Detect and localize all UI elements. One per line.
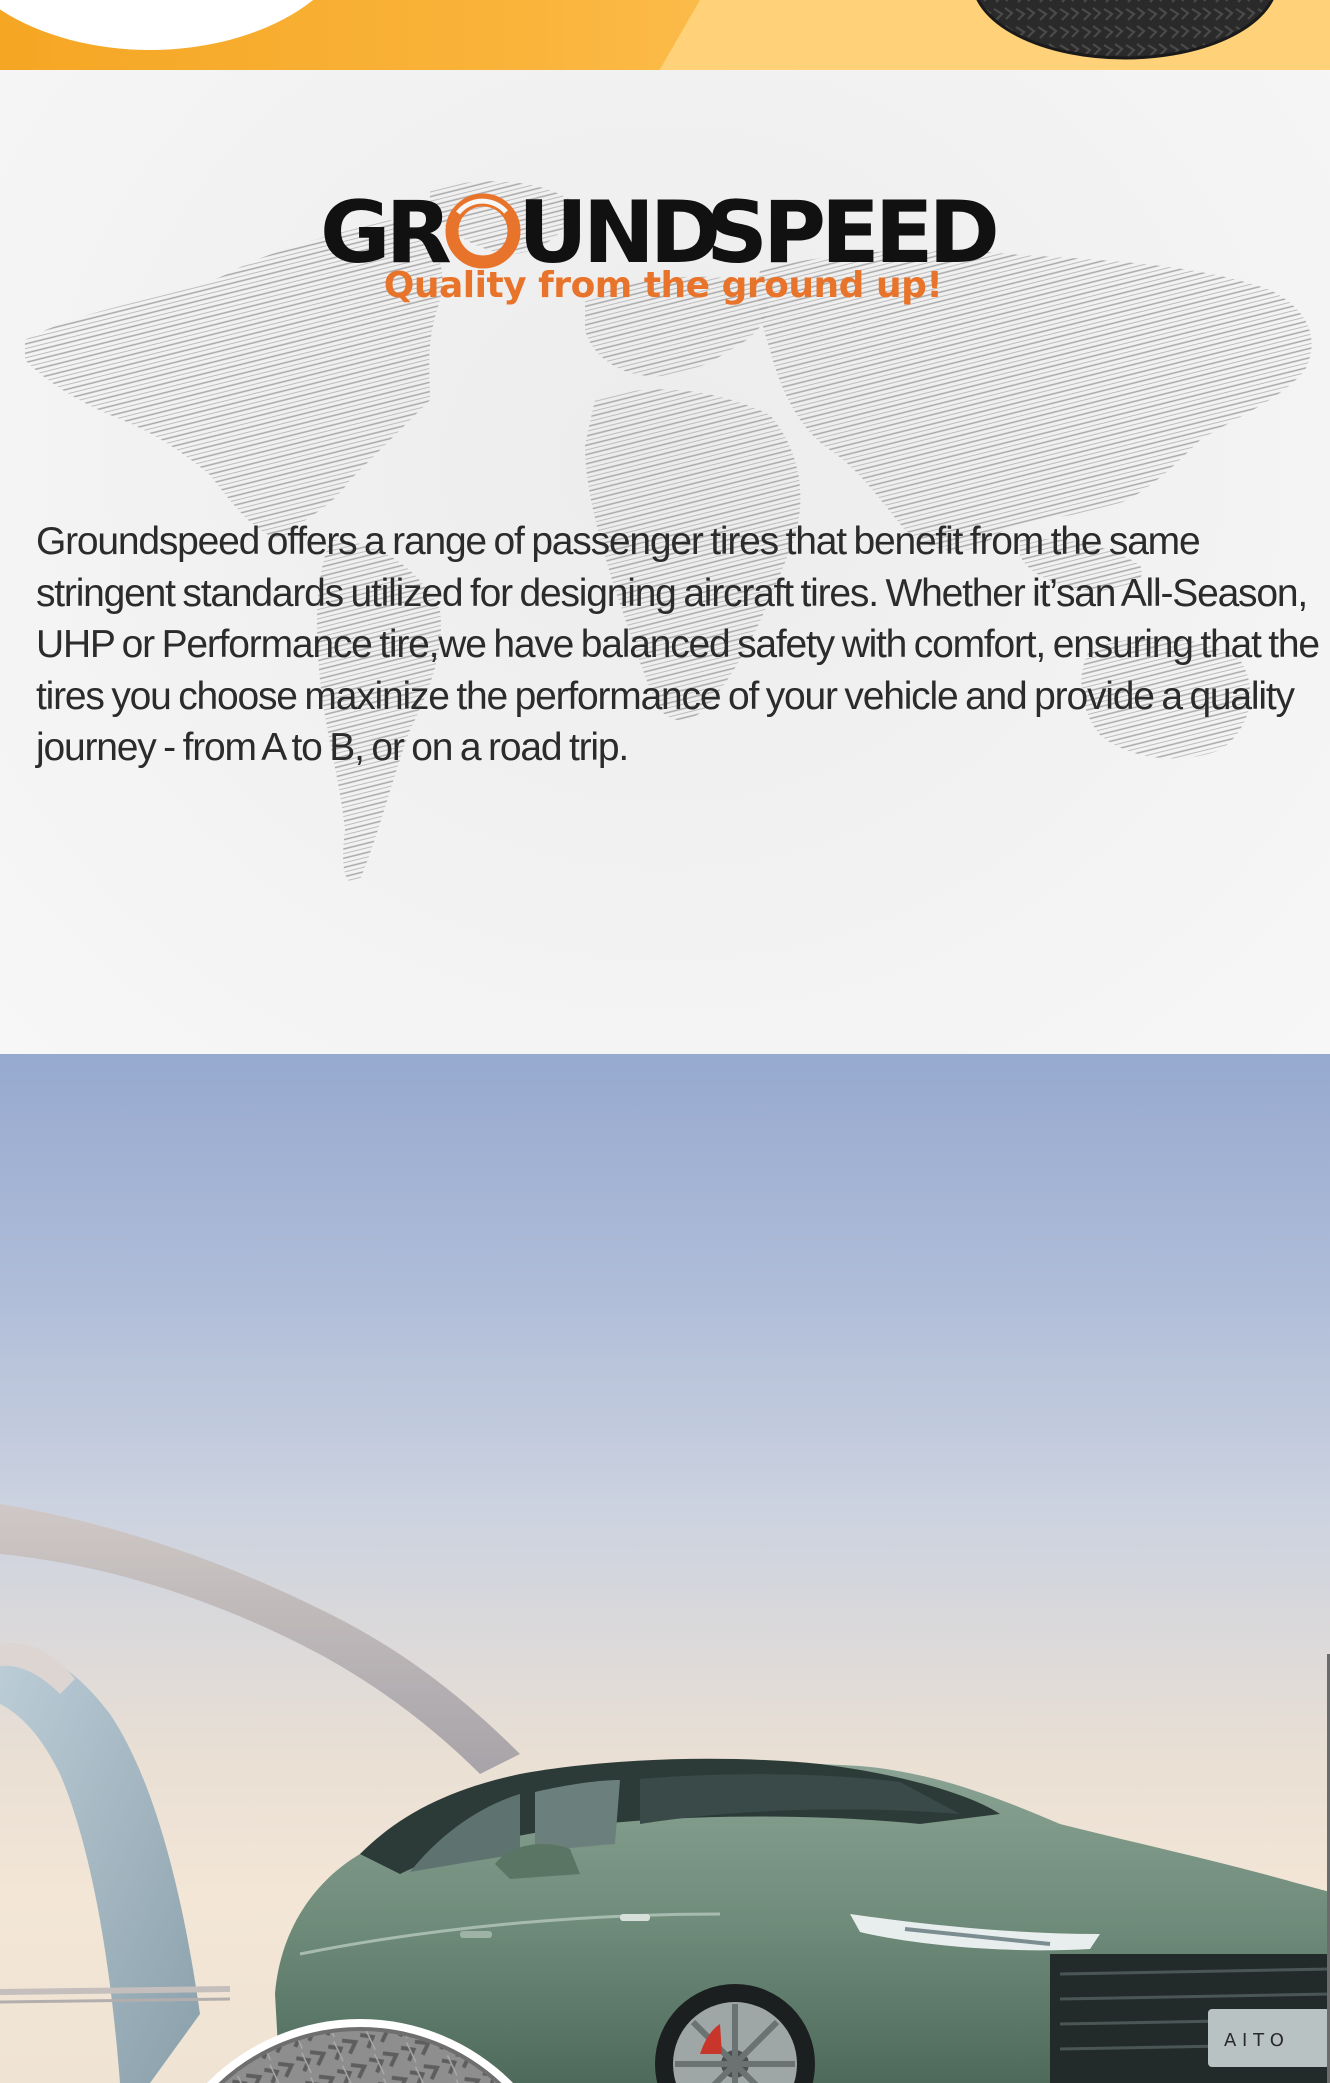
logo-text-und: UND	[518, 183, 717, 283]
car-showcase	[0, 1054, 1330, 2083]
logo-text-speed: SPEED	[706, 183, 995, 283]
orange-o-ring-icon	[452, 200, 514, 262]
intro-section	[0, 70, 1330, 1054]
top-banner	[0, 0, 1330, 70]
car-showcase-illustration	[0, 1054, 1330, 2083]
logo-text-gr: GR	[320, 183, 447, 283]
brand-tagline: Quality from the ground up!	[383, 265, 943, 306]
tire-icon	[970, 0, 1280, 60]
car-badge: A I T O	[1224, 2030, 1284, 2051]
brand-logo	[318, 180, 1018, 330]
intro-description: Groundspeed offers a range of passenger tires that benefit from the same stringent standards utilized for designing aircraft tires. Whether it’san All-Season, UHP or Performance tire,we have balanced safety with comfort, ensuring that the tires you choose maxinize the performance of your vehicle and provide a quality journey - from A to B, or on a road trip.	[36, 520, 1319, 769]
banner-white-arc	[0, 0, 360, 50]
